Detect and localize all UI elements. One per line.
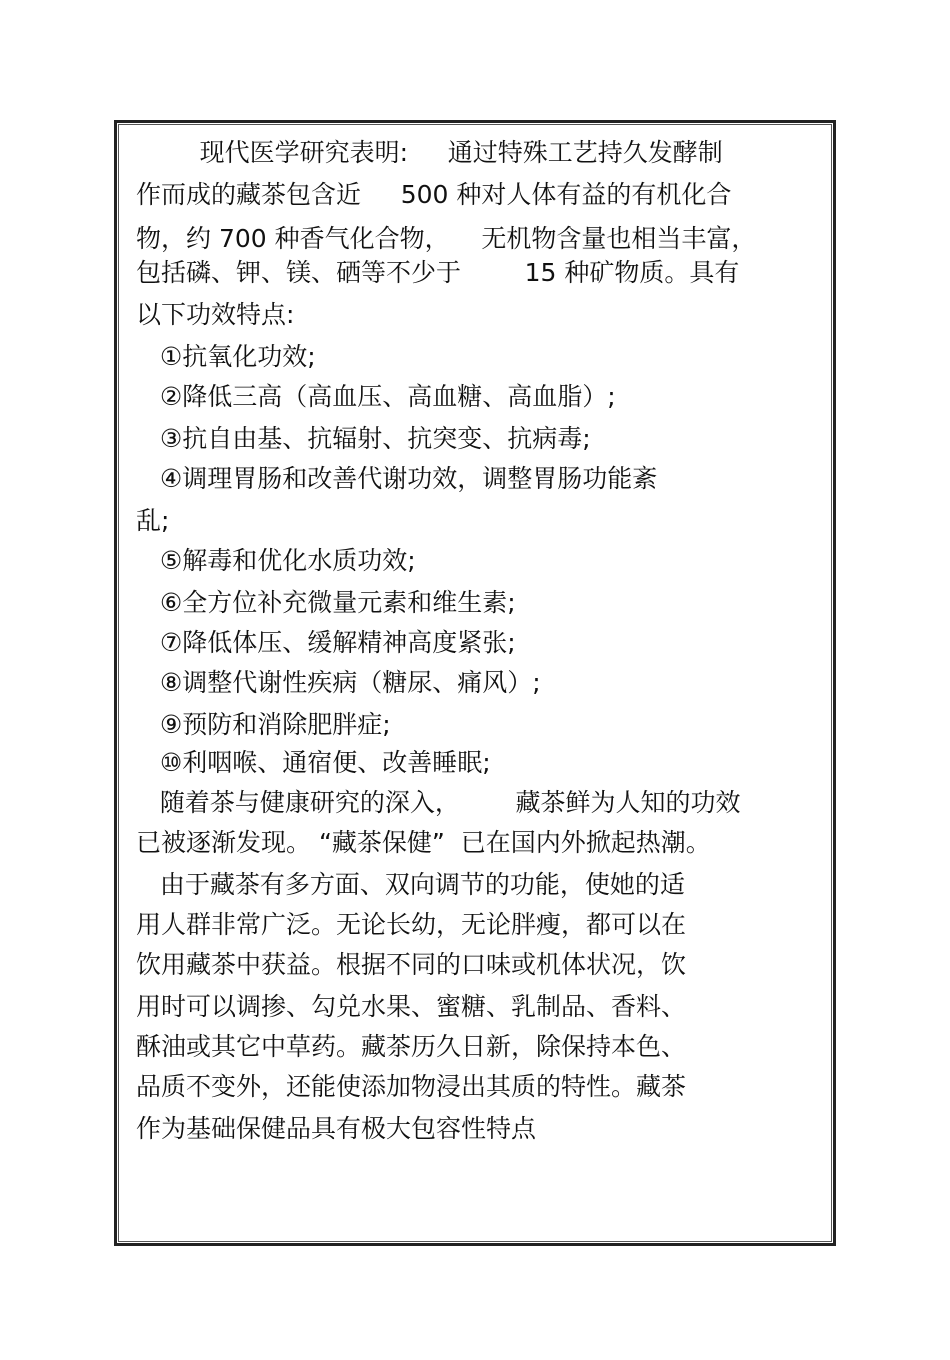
text-line-13: ⑦降低体压、缓解精神高度紧张; [136,628,516,657]
text-line-24: 品质不变外，还能使添加物浸出其质的特性。藏茶 [136,1072,687,1101]
text-line-25: 作为基础保健品具有极大包容性特点 [136,1114,537,1143]
text-line-8: ③抗自由基、抗辐射、抗突变、抗病毒; [136,424,591,453]
text-line-2: 作而成的藏茶包含近 500 种对人体有益的有机化合 [136,180,732,209]
text-line-9: ④调理胃肠和改善代谢功效，调整胃肠功能紊 [136,464,658,493]
text-line-3: 物，约 700 种香气化合物， 无机物含量也相当丰富， [136,224,757,253]
text-line-16: ⑩利咽喉、通宿便、改善睡眠; [136,748,491,777]
text-line-18: 已被逐渐发现。 “藏茶保健” 已在国内外掀起热潮。 [136,828,711,857]
text-line-15: ⑨预防和消除肥胖症; [136,710,391,739]
text-line-22: 用时可以调掺、勾兑水果、蜜糖、乳制品、香料、 [136,992,687,1021]
text-line-23: 酥油或其它中草药。藏茶历久日新，除保持本色、 [136,1032,687,1061]
text-line-14: ⑧调整代谢性疾病（糖尿、痛风）; [136,668,541,697]
text-line-21: 饮用藏茶中获益。根据不同的口味或机体状况，饮 [136,950,687,979]
text-line-17: 随着茶与健康研究的深入， 藏茶鲜为人知的功效 [136,788,741,817]
text-line-1: 现代医学研究表明: 通过特殊工艺持久发酵制 [136,138,723,167]
text-line-6: ①抗氧化功效; [136,342,316,371]
text-line-20: 用人群非常广泛。无论长幼，无论胖瘦，都可以在 [136,910,687,939]
text-line-12: ⑥全方位补充微量元素和维生素; [136,588,516,617]
text-line-10: 乱; [136,506,170,535]
text-line-19: 由于藏茶有多方面、双向调节的功能，使她的适 [136,870,685,899]
text-line-7: ②降低三高（高血压、高血糖、高血脂）; [136,382,616,411]
text-line-5: 以下功效特点: [136,300,295,329]
text-line-4: 包括磷、钾、镁、硒等不少于 15 种矿物质。具有 [136,258,740,287]
text-line-11: ⑤解毒和优化水质功效; [136,546,416,575]
